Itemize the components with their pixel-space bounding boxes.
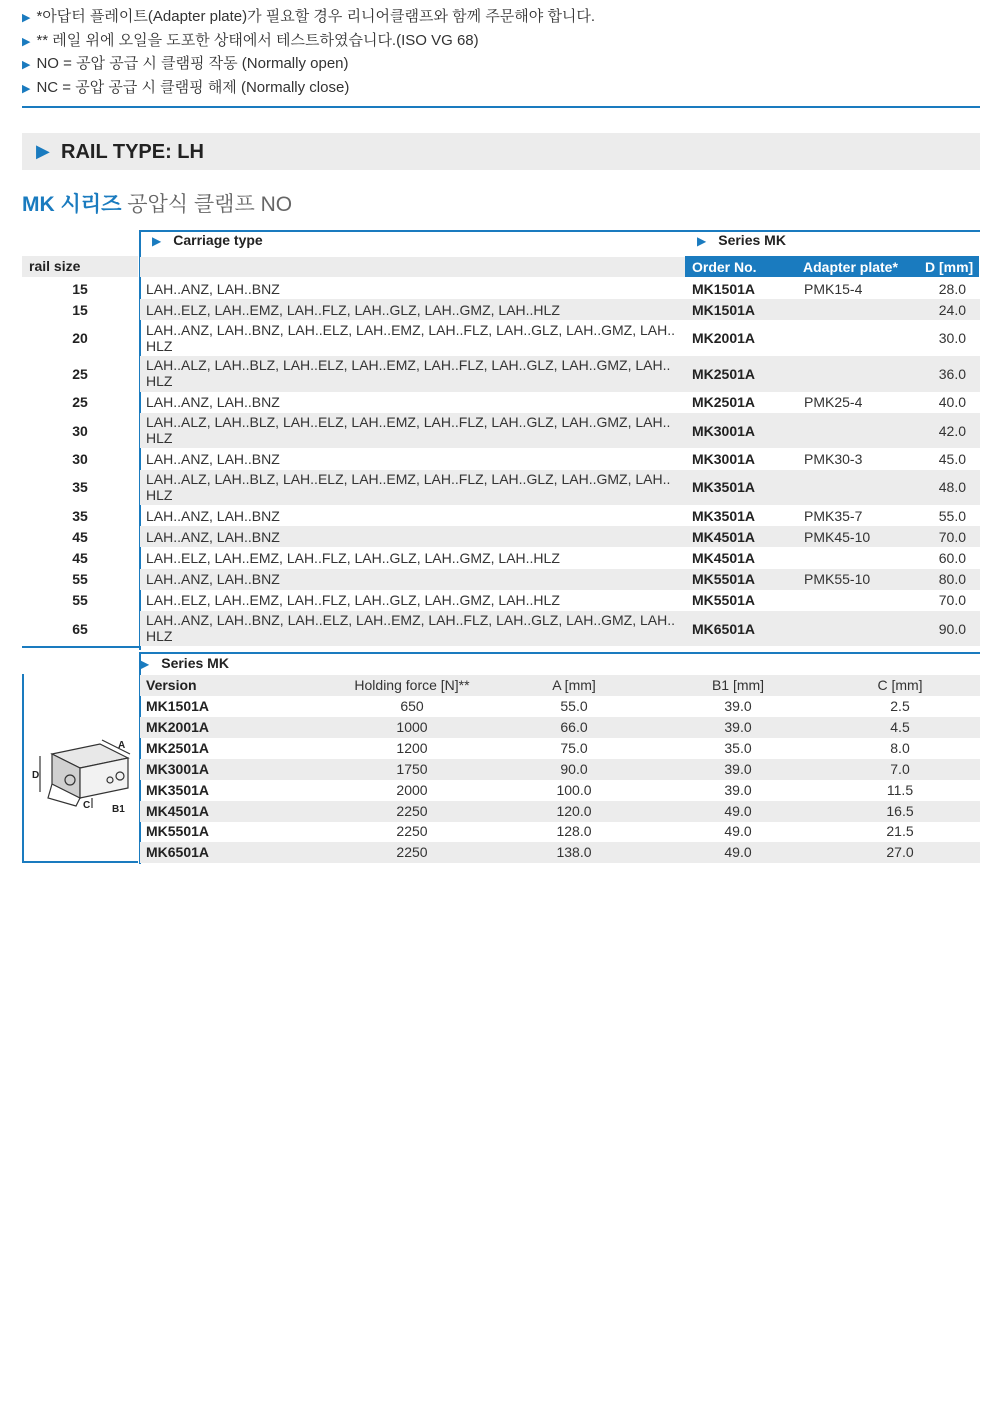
order-no-cell: MK1501A [692,301,756,318]
adapter-plate-cell: PMK55-10 [804,571,871,588]
b1-cell: 39.0 [724,698,752,714]
table-row [22,392,980,413]
b1-cell: 49.0 [724,823,752,840]
carriage-type-cell: LAH..ANZ, LAH..BNZ [146,528,280,545]
order-no-cell: MK3001A [692,422,756,439]
rail-size-cell: 35 [72,507,88,524]
table-row [140,821,980,842]
order-no-cell: MK2001A [692,330,756,347]
table-row [22,470,980,506]
note-item: ▶ NC = 공압 공급 시 클램핑 해제 (Normally close) [22,77,980,101]
carriage-type-cell: LAH..ALZ, LAH..BLZ, LAH..ELZ, LAH..EMZ, LAH..FLZ, LAH..GLZ, LAH..GMZ, LAH.. HLZ [146,471,671,503]
carriage-type-cell: LAH..ALZ, LAH..BLZ, LAH..ELZ, LAH..EMZ, LAH..FLZ, LAH..GLZ, LAH..GMZ, LAH.. HLZ [146,414,671,447]
table-row [140,780,980,801]
carriage-type-cell: LAH..ANZ, LAH..BNZ [146,571,280,588]
order-no-cell: MK5501A [692,592,756,609]
d-cell: 48.0 [938,479,966,496]
b1-cell: 49.0 [724,802,752,819]
rail-size-cell: 15 [72,280,88,297]
a-cell: 66.0 [560,718,588,735]
order-no-cell: MK3501A [692,507,756,524]
table-row [22,611,980,647]
c-cell: 16.5 [886,802,914,819]
col-adapter-plate: Adapter plate* [803,259,898,275]
spec-table-header [140,675,980,696]
triangle-bullet-icon: ▶ [697,234,707,248]
rail-size-cell: 45 [72,549,88,566]
adapter-plate-cell: PMK15-4 [804,280,863,297]
d-cell: 70.0 [938,592,966,609]
a-cell: 128.0 [556,823,592,840]
a-cell: 75.0 [560,739,588,756]
rail-size-cell: 30 [72,422,88,439]
c-cell: 11.5 [886,781,914,798]
triangle-bullet-icon: ▶ [22,82,31,95]
clamp-drawing-box [22,674,138,863]
section-heading: RAIL TYPE: LH [61,141,204,163]
table-row [140,801,980,822]
b1-cell: 49.0 [724,844,752,861]
table-row [22,526,980,547]
a-cell: 100.0 [556,781,592,798]
c-cell: 27.0 [886,844,914,861]
holding-force-cell: 1750 [396,760,428,777]
d-cell: 45.0 [938,450,966,467]
order-no-cell: MK4501A [692,528,756,545]
triangle-bullet-icon: ▶ [36,141,50,161]
rail-size-cell: 15 [72,301,88,318]
col-b1: B1 [mm] [711,677,765,693]
note-item: ▶ ** 레일 위에 오일을 도포한 상태에서 테스트하였습니다.(ISO VG 68) [22,30,980,54]
order-no-cell: MK2501A [692,365,756,382]
table-row [22,590,980,611]
c-cell: 4.5 [890,718,910,735]
label-d: D [32,770,40,781]
version-cell: MK3501A [146,781,210,798]
holding-force-cell: 2000 [396,781,428,798]
version-cell: MK2501A [146,739,210,756]
label-a: A [118,740,126,751]
version-cell: MK3001A [146,760,210,777]
clamp-drawing [30,736,134,816]
b1-cell: 39.0 [724,718,752,735]
note-item: ▶ *아답터 플레이트(Adapter plate)가 필요할 경우 리니어클램프와 함께 주문해야 합니다. [22,6,980,30]
order-no-cell: MK6501A [692,620,756,637]
table-row [140,759,980,780]
carriage-type-cell: LAH..ELZ, LAH..EMZ, LAH..FLZ, LAH..GLZ, LAH..GMZ, LAH..HLZ [146,301,560,318]
b1-cell: 39.0 [724,781,752,798]
notes-list [22,6,980,100]
carriage-type-cell: LAH..ANZ, LAH..BNZ [146,394,280,411]
d-cell: 90.0 [938,620,966,637]
a-cell: 90.0 [560,760,588,777]
version-cell: MK1501A [146,698,210,714]
c-cell: 8.0 [890,739,910,756]
table-row [22,413,980,449]
adapter-plate-cell: PMK45-10 [804,528,871,545]
d-cell: 42.0 [938,422,966,439]
order-no-cell: MK5501A [692,571,756,588]
order-no-cell: MK3001A [692,450,756,467]
order-no-cell: MK3501A [692,479,756,496]
label-b1: B1 [112,804,125,815]
c-cell: 21.5 [886,823,914,840]
table-row [140,842,980,863]
series-heading: ▶ Series MK [697,232,786,248]
table-row [22,299,980,320]
c-cell: 7.0 [890,760,910,777]
rail-size-cell: 55 [72,571,88,588]
c-cell: 2.5 [890,698,910,714]
adapter-plate-cell: PMK35-7 [804,507,863,524]
rail-size-header: rail size [22,256,138,277]
carriage-type-cell: LAH..ALZ, LAH..BLZ, LAH..ELZ, LAH..EMZ, LAH..FLZ, LAH..GLZ, LAH..GMZ, LAH.. HLZ [146,357,671,390]
table-row [140,696,980,717]
triangle-bullet-icon: ▶ [22,59,31,71]
label-c: C [83,800,91,811]
table-row [22,278,980,299]
holding-force-cell: 1200 [396,739,428,756]
col-version: Version [146,677,197,693]
order-no-cell: MK2501A [692,394,756,411]
rail-size-cell: 25 [72,365,88,382]
holding-force-cell: 2250 [396,844,428,861]
d-cell: 24.0 [938,301,966,318]
section-heading-bar [22,133,980,170]
holding-force-cell: 650 [400,698,424,714]
rail-size-cell: 45 [72,528,88,545]
table-row [22,505,980,526]
holding-force-cell: 2250 [396,802,428,819]
col-order-no: Order No. [692,259,757,275]
d-cell: 28.0 [938,280,966,297]
d-cell: 70.0 [938,528,966,545]
col-a: A [mm] [552,677,596,693]
carriage-type-cell: LAH..ANZ, LAH..BNZ, LAH..ELZ, LAH..EMZ, LAH..FLZ, LAH..GLZ, LAH..GMZ, LAH.. HLZ [146,321,676,354]
triangle-bullet-icon: ▶ [140,657,150,671]
divider [139,230,980,232]
page-title: MK 시리즈 공압식 클램프 NO [22,193,293,216]
rail-size-cell: 30 [72,450,88,467]
d-cell: 60.0 [938,549,966,566]
table-row [22,320,980,356]
d-cell: 30.0 [938,330,966,347]
a-cell: 120.0 [556,802,592,819]
holding-force-cell: 2250 [396,823,428,840]
d-cell: 40.0 [938,394,966,411]
note-item: ▶ NO = 공압 공급 시 클램핑 작동 (Normally open) [22,53,980,77]
version-cell: MK4501A [146,802,210,819]
carriage-type-cell: LAH..ANZ, LAH..BNZ [146,450,280,467]
triangle-bullet-icon: ▶ [22,12,31,24]
carriage-type-cell: LAH..ANZ, LAH..BNZ [146,507,280,524]
b1-cell: 39.0 [724,760,752,777]
table-row [22,569,980,590]
rail-size-cell: 55 [72,592,88,609]
carriage-type-cell: LAH..ELZ, LAH..EMZ, LAH..FLZ, LAH..GLZ, LAH..GMZ, LAH..HLZ [146,549,560,566]
a-cell: 55.0 [560,698,588,714]
rail-size-cell: 20 [72,330,88,347]
adapter-plate-cell: PMK30-3 [804,450,863,467]
col-c: C [mm] [877,677,923,693]
triangle-bullet-icon: ▶ [22,35,31,48]
order-no-cell: MK4501A [692,549,756,566]
b1-cell: 35.0 [724,739,752,756]
table-row [22,448,980,469]
version-cell: MK5501A [146,823,210,840]
carriage-type-cell: LAH..ELZ, LAH..EMZ, LAH..FLZ, LAH..GLZ, LAH..GMZ, LAH..HLZ [146,592,560,609]
order-header [685,256,979,277]
col-holding-force: Holding force [N]** [354,677,470,693]
adapter-plate-cell: PMK25-4 [804,394,863,411]
series-heading-2: ▶ Series MK [140,655,229,671]
table-row [140,738,980,759]
col-d: D [mm] [925,259,974,275]
version-cell: MK6501A [146,844,210,861]
rail-size-cell: 25 [72,394,88,411]
carriage-type-heading: ▶ Carriage type [152,232,263,248]
carriage-type-cell: LAH..ANZ, LAH..BNZ, LAH..ELZ, LAH..EMZ, LAH..FLZ, LAH..GLZ, LAH..GMZ, LAH.. HLZ [146,612,676,645]
d-cell: 55.0 [938,507,966,524]
header-band [140,257,685,277]
a-cell: 138.0 [556,844,592,861]
table-row [22,356,980,392]
d-cell: 36.0 [938,365,966,382]
rail-size-cell: 65 [72,620,88,637]
rail-size-cell: 35 [72,479,88,496]
version-cell: MK2001A [146,718,210,735]
order-no-cell: MK1501A [692,280,756,297]
divider [139,652,980,654]
table-row [22,547,980,568]
holding-force-cell: 1000 [396,718,428,735]
triangle-bullet-icon: ▶ [152,234,162,248]
divider [22,106,980,108]
carriage-type-cell: LAH..ANZ, LAH..BNZ [146,280,280,297]
d-cell: 80.0 [938,571,966,588]
table-row [140,717,980,738]
